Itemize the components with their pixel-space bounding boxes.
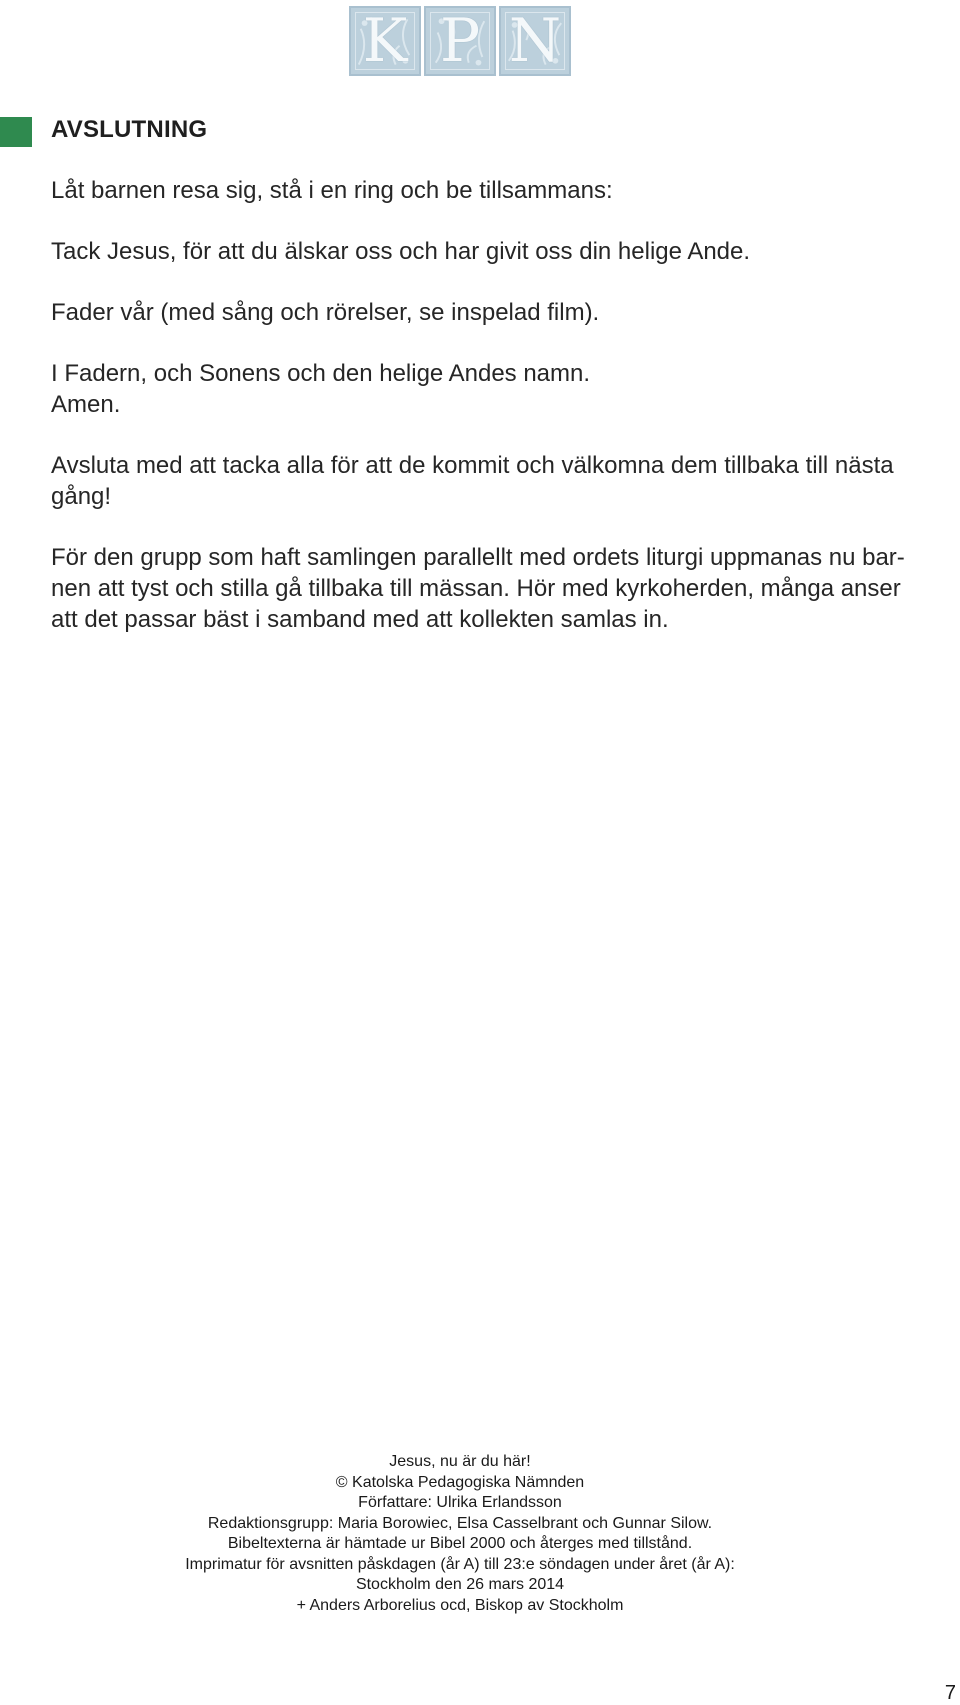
paragraph-line: Amen. (51, 391, 121, 418)
paragraph-line: För den grupp som haft samlingen parallellt med ordets liturgi uppmanas nu bar- (51, 544, 905, 571)
paragraph: Fader vår (med sång och rörelser, se inspelad film). (51, 299, 600, 326)
logo-tile-p (424, 6, 496, 76)
colophon-author: Författare: Ulrika Erlandsson (358, 1494, 562, 1511)
kpn-logo (349, 6, 571, 76)
paragraph-line: att det passar bäst i samband med att kollekten samlas in. (51, 606, 669, 633)
paragraph-line: Avsluta med att tacka alla för att de kommit och välkomna dem tillbaka till nästa (51, 452, 894, 479)
colophon-title: Jesus, nu är du här! (389, 1453, 531, 1470)
logo-tile-k (349, 6, 421, 76)
logo-tile-n (499, 6, 571, 76)
logo-letter: K (362, 6, 408, 76)
colophon-imprimatur: Imprimatur för avsnitten påskdagen (år A) till 23:e söndagen under året (år A): (185, 1555, 735, 1573)
paragraph: Tack Jesus, för att du älskar oss och har givit oss din helige Ande. (51, 238, 751, 265)
paragraph (51, 450, 956, 512)
page-number: 7 (944, 1682, 956, 1704)
paragraph (51, 542, 956, 635)
paragraph-line: I Fadern, och Sonens och den helige Andes namn. (51, 360, 591, 387)
paragraph-line: nen att tyst och stilla gå tillbaka till mässan. Hör med kyrkoherden, många anser (51, 575, 901, 602)
paragraph: Låt barnen resa sig, stå i en ring och be tillsammans: (51, 177, 613, 204)
colophon-copyright: © Katolska Pedagogiska Nämnden (335, 1473, 585, 1491)
section-heading: AVSLUTNING (51, 116, 208, 143)
colophon-place-date: Stockholm den 26 mars 2014 (355, 1576, 565, 1593)
paragraph (51, 358, 956, 420)
colophon-bible: Bibeltexterna är hämtade ur Bibel 2000 och återges med tillstånd. (227, 1535, 693, 1552)
section-marker (0, 117, 32, 147)
paragraph-line: gång! (51, 483, 112, 510)
logo-letter: P (439, 6, 481, 76)
body-text (51, 175, 956, 635)
colophon (60, 1452, 860, 1616)
logo-letter: N (508, 6, 562, 76)
colophon-bishop: + Anders Arborelius ocd, Biskop av Stockholm (296, 1596, 624, 1614)
colophon-editors: Redaktionsgrupp: Maria Borowiec, Elsa Casselbrant och Gunnar Silow. (207, 1514, 713, 1532)
